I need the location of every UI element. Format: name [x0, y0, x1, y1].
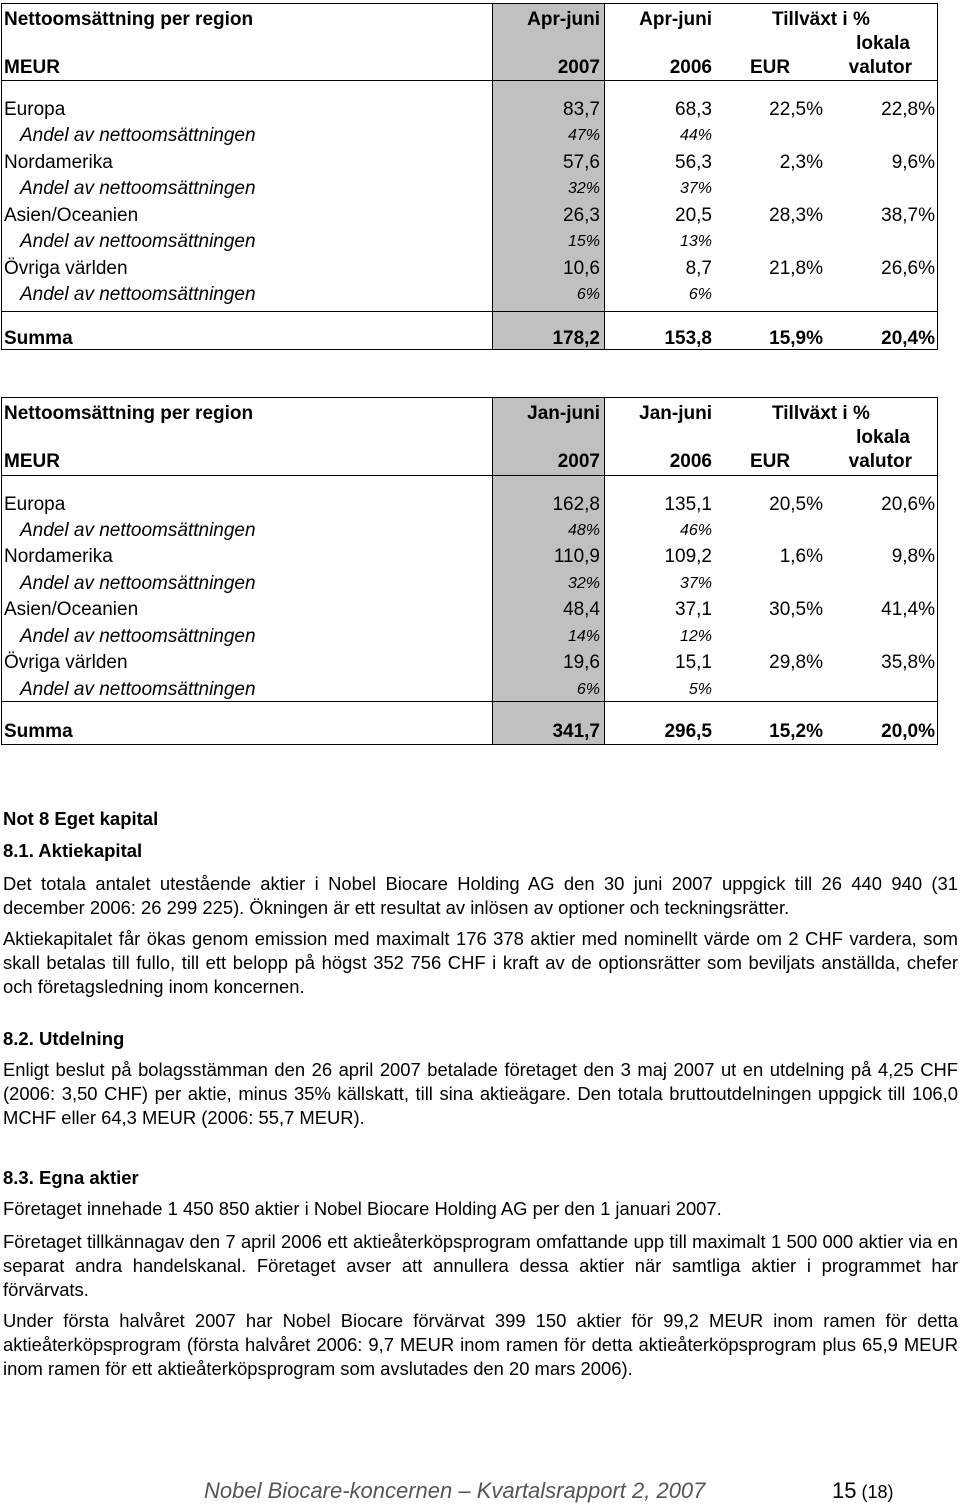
revenue-table-q2	[1, 3, 938, 350]
paragraph: Under första halvåret 2007 har Nobel Biocare förvärvat 399 150 aktier för 99,2 MEUR inom ramen för detta aktieåterköpsprogram (första halvåret 2006: 9,7 MEUR inom ramen för detta aktieåterköpsprogram plus 65,9 MEUR inom ramen för ett aktieåterköpsprogram som avslutades den 20 mars 2006).	[3, 1310, 958, 1379]
paragraph: Enligt beslut på bolagsstämman den 26 april 2007 betalade företaget den 3 maj 2007 ut en utdelning på 4,25 CHF (2006: 3,50 CHF) per aktie, minus 35% källskatt, till sina aktieägare. Den totala bruttoutdelningen uppgick till 106,0 MCHF eller 64,3 MEUR (2006: 55,7 MEUR).	[3, 1059, 958, 1128]
table-row: Nordamerika 57,6 56,3 2,3% 9,6%	[4, 152, 935, 173]
paragraph: Det totala antalet utestående aktier i Nobel Biocare Holding AG den 30 juni 2007 uppgick till 26 440 940 (31 december 2006: 26 299 225). Ökningen är ett resultat av inlösen av optioner och teckningsrätter.	[3, 873, 958, 918]
section-heading: 8.2. Utdelning	[3, 1028, 125, 1049]
growth-header: Tillväxt i %	[772, 403, 870, 424]
paragraph: Företaget tillkännagav den 7 april 2006 ett aktieåterköpsprogram omfattande upp till maximalt 1 500 000 aktier via en separat andra handelskanal. Företaget avser att annullera dessa aktier när samtliga aktier i programmet har förvärvats.	[3, 1231, 958, 1300]
col1-year: 2007	[557, 451, 600, 472]
col4-label-1: lokala	[856, 33, 910, 54]
table-total-row: Summa 341,7 296,5 15,2% 20,0%	[4, 721, 935, 742]
col2-period: Apr-juni	[639, 9, 712, 30]
col2-year: 2006	[669, 451, 712, 472]
col1-period: Apr-juni	[527, 9, 600, 30]
col4-label-1: lokala	[856, 427, 910, 448]
table-title: Nettoomsättning per region	[4, 403, 254, 424]
col2-year: 2006	[669, 57, 712, 78]
unit-label: MEUR	[4, 57, 60, 78]
col3-label: EUR	[750, 57, 791, 78]
table-row: Asien/Oceanien 26,3 20,5 28,3% 38,7%	[4, 205, 935, 226]
revenue-table-h1	[1, 397, 938, 745]
paragraph: Företaget innehade 1 450 850 aktier i Nobel Biocare Holding AG per den 1 januari 2007.	[3, 1198, 722, 1219]
table-row: Europa 162,8 135,1 20,5% 20,6%	[4, 494, 935, 515]
table-row: Andel av nettoomsättningen 32% 37%	[20, 573, 712, 594]
col4-label-2: valutor	[848, 451, 912, 472]
table-row: Andel av nettoomsättningen 6% 6%	[20, 284, 712, 305]
section-heading: 8.3. Egna aktier	[3, 1167, 139, 1188]
table-total-row: Summa 178,2 153,8 15,9% 20,4%	[4, 328, 935, 349]
col4-label-2: valutor	[848, 57, 912, 78]
table-title: Nettoomsättning per region	[4, 9, 254, 30]
table-row: Andel av nettoomsättningen 32% 37%	[20, 178, 712, 199]
col2-period: Jan-juni	[639, 403, 712, 424]
table-row: Nordamerika 110,9 109,2 1,6% 9,8%	[4, 546, 935, 567]
col1-year: 2007	[557, 57, 600, 78]
growth-header: Tillväxt i %	[772, 9, 870, 30]
table-row: Andel av nettoomsättningen 47% 44%	[20, 125, 712, 146]
table-row: Andel av nettoomsättningen 6% 5%	[20, 679, 712, 700]
col1-period: Jan-juni	[527, 403, 600, 424]
table-row: Europa 83,7 68,3 22,5% 22,8%	[4, 99, 935, 120]
paragraph: Aktiekapitalet får ökas genom emission med maximalt 176 378 aktier med nominellt värde om 2 CHF vardera, som skall betalas till fullo, till ett belopp på högst 352 756 CHF i kraft av de optionsrätter som beviljats anställda, chefer och företagsledning inom koncernen.	[3, 928, 958, 997]
table-row: Andel av nettoomsättningen 48% 46%	[20, 520, 712, 541]
table-row: Övriga världen 10,6 8,7 21,8% 26,6%	[4, 258, 935, 279]
col3-label: EUR	[750, 451, 791, 472]
footer-text: Nobel Biocare-koncernen – Kvartalsrapport 2, 2007	[204, 1478, 706, 1503]
table-row: Övriga världen 19,6 15,1 29,8% 35,8%	[4, 652, 935, 673]
note-heading: Not 8 Eget kapital	[3, 808, 159, 829]
page-number: 15 (18)	[832, 1478, 894, 1503]
table-row: Andel av nettoomsättningen 14% 12%	[20, 626, 712, 647]
table-row: Andel av nettoomsättningen 15% 13%	[20, 231, 712, 252]
table-row: Asien/Oceanien 48,4 37,1 30,5% 41,4%	[4, 599, 935, 620]
unit-label: MEUR	[4, 451, 60, 472]
section-heading: 8.1. Aktiekapital	[3, 840, 143, 861]
